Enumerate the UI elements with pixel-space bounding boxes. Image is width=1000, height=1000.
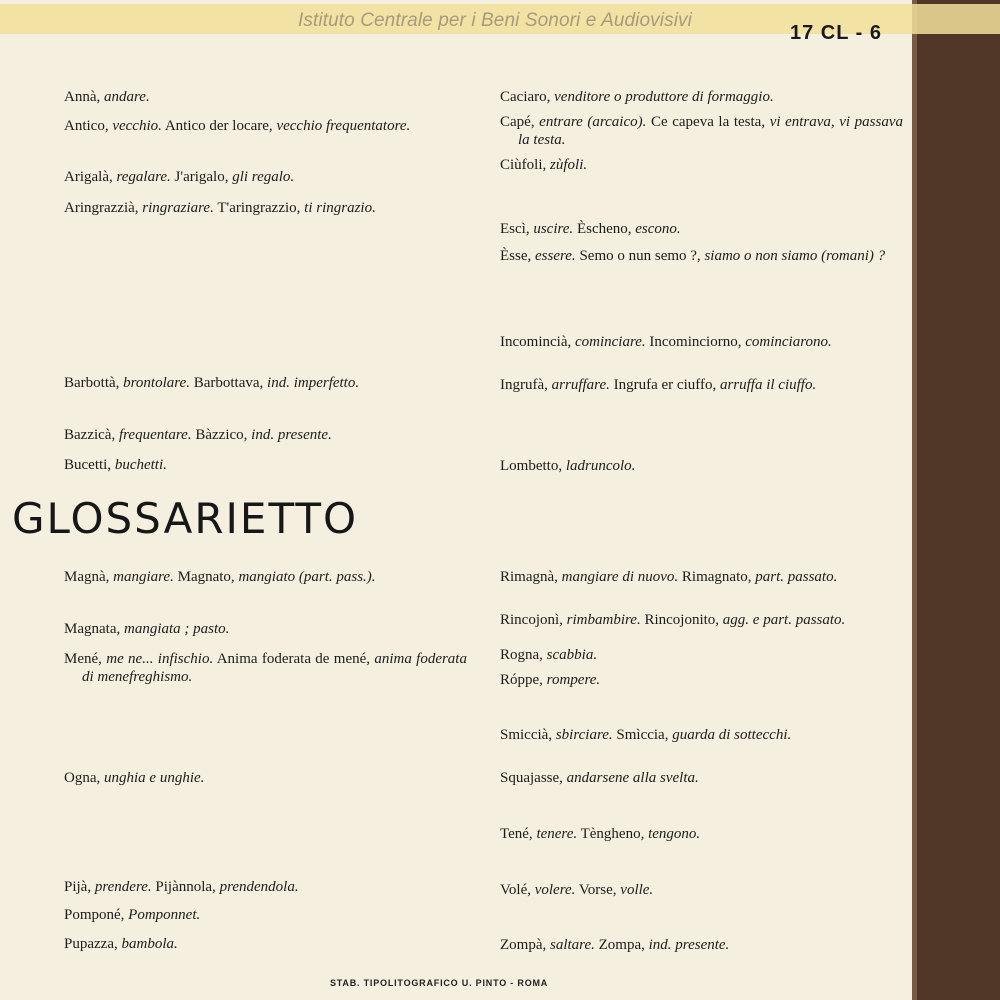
glossary-translation: agg. e part. passato.	[722, 612, 846, 628]
glossary-term: Barbottà,	[64, 375, 124, 391]
glossary-translation: ind. imperfetto.	[267, 375, 360, 391]
glossary-entry	[64, 168, 467, 186]
glossary-entry	[500, 825, 903, 843]
glossary-translation: venditore o produttore di formaggio.	[554, 89, 774, 105]
glossary-entry	[64, 456, 467, 474]
glossary-term: Rimagnà,	[500, 569, 562, 585]
glossary-example: Rincojonito,	[640, 612, 723, 628]
glossary-term: Zompà,	[500, 937, 550, 953]
glossary-translation: andarsene alla svelta.	[566, 770, 699, 786]
glossary-example: Semo o nun semo ?,	[575, 248, 705, 264]
glossary-example: Smìccia,	[612, 727, 673, 743]
glossary-term: Annà,	[64, 89, 104, 105]
glossary-term: Pupazza,	[64, 936, 122, 952]
glossary-translation: siamo o non siamo (romani) ?	[704, 248, 886, 264]
glossary-term: Ogna,	[64, 770, 104, 786]
glossary-entry	[64, 878, 467, 896]
glossary-entry	[64, 568, 467, 586]
glossary-term: Róppe,	[500, 672, 547, 688]
glossary-example: Incominciorno,	[645, 334, 746, 350]
glossary-translation: sbirciare.	[555, 727, 613, 743]
glossary-translation: cominciare.	[574, 334, 646, 350]
glossary-term: Magnata,	[64, 621, 124, 637]
glossary-translation: buchetti.	[114, 457, 167, 473]
archive-banner-text: Istituto Centrale per i Beni Sonori e Audiovisivi	[298, 10, 692, 31]
glossary-translation: bambola.	[121, 936, 178, 952]
glossary-entry	[64, 117, 467, 135]
glossary-example: Barbottava,	[189, 375, 268, 391]
glossary-example: Èscheno,	[573, 221, 636, 237]
glossary-entry	[500, 457, 903, 475]
glossary-translation: scabbia.	[546, 647, 598, 663]
glossary-term: Rincojonì,	[500, 612, 567, 628]
glossary-term: Capé,	[500, 114, 540, 130]
glossary-translation: essere.	[535, 248, 576, 264]
glossary-translation: ringraziare.	[142, 200, 214, 216]
glossary-example: T'aringrazzio,	[213, 200, 305, 216]
spine-edge	[912, 0, 917, 1000]
glossary-translation: ind. presente.	[251, 427, 332, 443]
glossary-entry	[500, 113, 903, 149]
glossary-entry	[500, 769, 903, 787]
glossary-translation: part. passato.	[755, 569, 838, 585]
glossary-term: Aringrazzià,	[64, 200, 143, 216]
glossary-entry	[64, 88, 467, 106]
glossary-example: J'arigalo,	[170, 169, 233, 185]
glossary-translation: me ne... infischio.	[106, 651, 214, 667]
glossary-term: Magnà,	[64, 569, 114, 585]
glossary-translation: escono.	[635, 221, 681, 237]
glossary-entry	[500, 611, 903, 629]
glossary-term: Escì,	[500, 221, 534, 237]
glossary-example: Zompa,	[594, 937, 649, 953]
glossary-entry	[64, 620, 467, 638]
glossary-entry	[500, 726, 903, 744]
glossary-entry	[500, 671, 903, 689]
glossary-example: Magnato,	[173, 569, 239, 585]
glossary-entry	[500, 376, 903, 394]
glossary-translation: mangiata ; pasto.	[123, 621, 230, 637]
glossary-term: Pijà,	[64, 879, 95, 895]
glossary-translation: ind. presente.	[648, 937, 730, 953]
glossary-translation: entrare (arcaico).	[539, 114, 647, 130]
catalog-number: 17 CL - 6	[790, 22, 882, 44]
page-title: GLOSSARIETTO	[12, 494, 359, 543]
glossary-translation: regalare.	[116, 169, 171, 185]
glossary-translation: vecchio frequentatore.	[276, 118, 411, 134]
glossary-example: Pijànnola,	[151, 879, 220, 895]
glossary-translation: mangiato (part. pass.).	[238, 569, 376, 585]
glossary-term: Bucetti,	[64, 457, 115, 473]
glossary-entry	[64, 426, 467, 444]
glossary-translation: guarda di sottecchi.	[672, 727, 792, 743]
glossary-example: Rimagnato,	[678, 569, 756, 585]
glossary-translation: volere.	[534, 882, 576, 898]
glossary-term: Èsse,	[500, 248, 535, 264]
glossary-term: Tené,	[500, 826, 537, 842]
glossary-entry	[64, 199, 467, 217]
glossary-entry	[500, 156, 903, 174]
glossary-translation: uscire.	[533, 221, 574, 237]
glossary-translation: ladruncolo.	[565, 458, 636, 474]
glossary-term: Rogna,	[500, 647, 547, 663]
glossary-entry	[64, 650, 467, 686]
glossary-translation: ti ringrazio.	[304, 200, 376, 216]
glossary-example: Anima foderata de mené,	[213, 651, 375, 667]
glossary-translation: tenere.	[536, 826, 578, 842]
printer-credit: STAB. TIPOLITOGRAFICO U. PINTO - ROMA	[330, 978, 549, 988]
glossary-translation: prendendola.	[219, 879, 299, 895]
glossary-entry	[500, 936, 903, 954]
glossary-term: Pomponé,	[64, 907, 129, 923]
glossary-term: Volé,	[500, 882, 535, 898]
glossary-entry	[500, 220, 903, 238]
glossary-entry	[500, 881, 903, 899]
glossary-translation: gli regalo.	[232, 169, 295, 185]
glossary-entry	[500, 646, 903, 664]
glossary-entry	[64, 906, 467, 924]
glossary-translation: unghia e unghie.	[104, 770, 205, 786]
sleeve-spine	[912, 0, 1000, 1000]
glossary-translation: arruffare.	[551, 377, 610, 393]
glossary-translation: frequentare.	[118, 427, 192, 443]
glossary-translation: brontolare.	[123, 375, 190, 391]
glossary-translation: vecchio.	[112, 118, 162, 134]
glossary-example: Antico der locare,	[161, 118, 277, 134]
glossary-translation: prendere.	[94, 879, 152, 895]
glossary-term: Lombetto,	[500, 458, 566, 474]
glossary-translation: tengono.	[648, 826, 701, 842]
glossary-example: Ce capeva la testa,	[646, 114, 770, 130]
glossary-example: Tèngheno,	[577, 826, 649, 842]
glossary-entry	[500, 247, 903, 265]
glossary-translation: rimbambire.	[566, 612, 641, 628]
glossary-translation: cominciarono.	[745, 334, 832, 350]
glossary-entry	[500, 88, 903, 106]
glossary-term: Smiccià,	[500, 727, 556, 743]
glossary-translation: volle.	[620, 882, 654, 898]
glossary-term: Caciaro,	[500, 89, 555, 105]
glossary-entry	[500, 333, 903, 351]
glossary-entry	[64, 769, 467, 787]
glossary-translation: zùfoli.	[550, 157, 588, 173]
glossary-entry	[500, 568, 903, 586]
glossary-term: Squajasse,	[500, 770, 567, 786]
glossary-translation: andare.	[104, 89, 150, 105]
glossary-translation: saltare.	[550, 937, 595, 953]
glossary-translation: anima foderata di menefreghismo.	[82, 651, 467, 685]
glossary-example: Ingrufa er ciuffo,	[609, 377, 720, 393]
glossary-term: Ingrufà,	[500, 377, 552, 393]
glossary-translation: arruffa il ciuffo.	[719, 377, 817, 393]
glossary-entry	[64, 935, 467, 953]
glossary-translation: mangiare di nuovo.	[561, 569, 679, 585]
glossary-entry	[64, 374, 467, 392]
glossary-term: Mené,	[64, 651, 107, 667]
glossary-term: Incomincià,	[500, 334, 575, 350]
glossary-example: Bàzzico,	[191, 427, 252, 443]
glossary-translation: vi entrava, vi passava la testa.	[518, 114, 904, 148]
glossary-term: Bazzicà,	[64, 427, 119, 443]
glossary-term: Arigalà,	[64, 169, 117, 185]
glossary-term: Ciùfoli,	[500, 157, 551, 173]
glossary-translation: rompere.	[546, 672, 601, 688]
glossary-term: Antico,	[64, 118, 113, 134]
glossary-translation: Pomponnet.	[128, 907, 201, 923]
glossary-translation: mangiare.	[113, 569, 174, 585]
glossary-example: Vorse,	[575, 882, 621, 898]
